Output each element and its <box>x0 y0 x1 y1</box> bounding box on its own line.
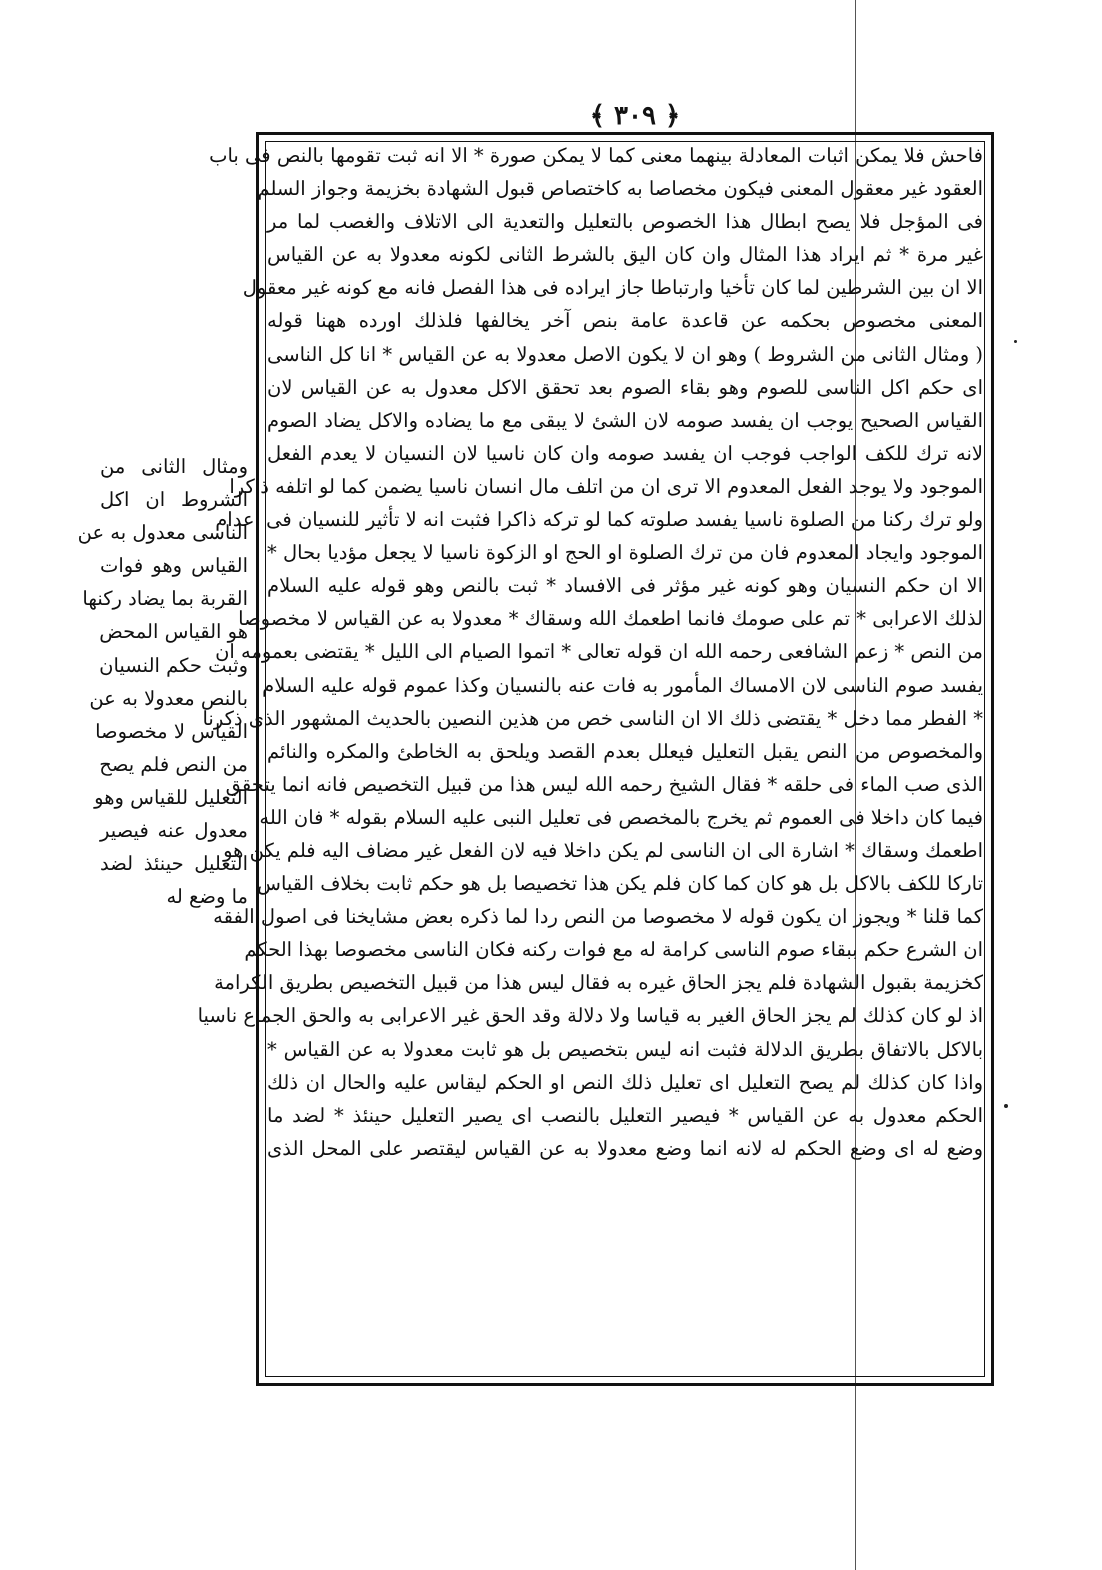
text-line: الموجود وايجاد المعدوم فان من ترك الصلوة او الحج او الزكوة ناسيا لا يجعل مؤديا بحال * <box>267 541 983 565</box>
text-line: يفسد صوم الناسى لان الامساك المأمور به فات عنه بالنسيان وكذا عموم قوله عليه السلام <box>262 673 983 697</box>
margin-line: القياس لا مخصوصا <box>95 719 248 743</box>
margin-line: من النص فلم يصح <box>99 752 248 776</box>
text-line: فى المؤجل فلا يصح ابطال هذا الخصوص بالتعليل والتعدية الى الاتلاف والغصب لما مر <box>267 210 983 234</box>
margin-line: الناسى معدول به عن <box>77 521 248 545</box>
text-line: الموجود ولا يوجد الفعل المعدوم الا ترى ان من اتلف مال انسان ناسيا يضمن كما لو اتلفه ذاكرا <box>229 474 983 498</box>
text-line: لذلك الاعرابى * تم على صومك فانما اطعمك الله وسقاك * معدولا به عن القياس لا مخصوصا <box>238 607 983 631</box>
text-line: اطعمك وسقاك * اشارة الى ان الناسى لم يكن داخلا فيه لان الفعل غير مضاف اليه فلم يكن هو <box>223 838 983 862</box>
text-line: الحكم معدول به عن القياس * فيصير التعليل بالنصب اى يصير التعليل حينئذ * لضد ما <box>267 1103 983 1127</box>
margin-line: ومثال الثانى من <box>100 455 248 478</box>
margin-line: ما وضع له <box>166 885 248 909</box>
text-line: * الفطر مما دخل * يقتضى ذلك الا ان الناسى خص من هذين النصين بالحديث المشهور الذى ذكرنا <box>202 706 983 730</box>
text-line: الذى صب الماء فى حلقه * فقال الشيخ رحمه الله ليس هذا من قبيل التخصيص فانه انما يتحقق <box>225 772 983 796</box>
margin-line: الشروط ان اكل <box>100 488 248 512</box>
text-frame <box>197 132 994 1386</box>
margin-line: التعليل للقياس وهو <box>94 785 248 809</box>
margin-line: التعليل حينئذ لضد <box>100 852 248 876</box>
text-line: اى حكم اكل الناسى للصوم وهو بقاء الصوم بعد تحقق الاكل معدول به عن القياس لان <box>267 375 983 399</box>
text-line: واذا كان كذلك لم يصح التعليل اى تعليل ذلك النص او الحكم ليقاس عليه والحال ان ذلك <box>267 1070 983 1094</box>
text-line: فاحش فلا يمكن اثبات المعادلة بينهما معنى كما لا يمكن صورة * الا انه ثبت تقومها بالنص فى باب <box>209 144 983 167</box>
text-line: اذ لو كان كذلك لم يجز الحاق الغير به قياسا ولا دلالة وقد الحق غير الاعرابى به والحق الجماع ناسيا <box>197 1004 983 1028</box>
page-number: ﴿ ٣٠٩ ﴾ <box>589 101 681 131</box>
text-line: القياس الصحيح يوجب ان يفسد صومه لان الشئ لا يبقى مع ما يضاده والاكل يضاد الصوم <box>267 408 983 432</box>
text-line: كخزيمة بقبول الشهادة فلم يجز الحاق غيره به فقال ليس هذا من قبيل التخصيص بطريق الكرامة <box>214 971 983 995</box>
margin-line: القياس وهو فوات <box>100 554 248 578</box>
text-line: وضع له اى وضع الحكم له لانه انما وضع معدولا به عن القياس ليقتصر على المحل الذى <box>267 1136 983 1160</box>
text-line: ان الشرع حكم ببقاء صوم الناسى كرامة له مع فوات ركنه فكان الناسى مخصوصا بهذا الحكم <box>244 938 983 962</box>
text-line: غير مرة * ثم ايراد هذا المثال وان كان اليق بالشرط الثانى لكونه معدولا به عن القياس <box>267 243 983 267</box>
main-text-block <box>197 139 983 1165</box>
text-line: ( ومثال الثانى من الشروط ) وهو ان لا يكون الاصل معدولا به عن القياس * انا كل الناسى <box>267 342 983 366</box>
margin-line: بالنص معدولا به عن <box>89 686 248 710</box>
text-line: الا ان بين الشرطين لما كان تأخيا وارتباطا جاز ايراده فى هذا الفصل فانه مع كونه غير معقول <box>242 276 983 300</box>
text-line: تاركا للكف بالاكل بل هو كان كما كان فلم يكن هذا تخصيصا بل هو حكم ثابت بخلاف القياس <box>257 872 983 896</box>
text-line: من النص * زعم الشافعى رحمه الله ان قوله تعالى * اتموا الصيام الى الليل * يقتضى بعمومه ان <box>215 640 983 664</box>
text-line: المعنى مخصوص بحكمه عن قاعدة عامة بنص آخر يخالفها فلذلك اورده ههنا قوله <box>267 309 983 333</box>
margin-line: وثبت حكم النسيان <box>99 653 248 677</box>
margin-line: معدول عنه فيصير <box>100 819 248 843</box>
text-line: بالاكل بالاتفاق بطريق الدلالة فثبت انه ليس بتخصيص بل هو ثابت معدولا به عن القياس * <box>267 1037 983 1061</box>
margin-line: هو القياس المحض <box>99 620 248 644</box>
ink-speck <box>1014 340 1017 343</box>
text-line: الا ان حكم النسيان وهو كونه غير مؤثر فى الافساد * ثبت بالنص وهو قوله عليه السلام <box>267 574 983 598</box>
margin-note <box>77 450 248 913</box>
text-line: العقود غير معقول المعنى فيكون مخصاصا به كاختصاص قبول الشهادة بخزيمة وجواز السلم <box>257 177 983 201</box>
text-line: والمخصوص من النص يقبل التعليل فيعلل بعدم القصد ويلحق به الخاطئ والمكره والنائم <box>267 739 983 763</box>
text-line: كما قلنا * ويجوز ان يكون قوله لا مخصوصا من النص ردا لما ذكره بعض مشايخنا فى اصول الفقه <box>213 905 983 929</box>
text-line: ولو ترك ركنا من الصلوة ناسيا يفسد صلوته كما لو تركه ذاكرا فثبت انه لا تأثير للنسيان فى اعدام <box>215 508 983 532</box>
text-line: لانه ترك للكف الواجب فوجب ان يفسد صومه وان كان ناسيا لان النسيان لا يعدم الفعل <box>267 441 983 465</box>
text-line: فيما كان داخلا فى العموم ثم يخرج بالمخصص فى تعليل النبى عليه السلام بقوله * فان الله <box>259 805 983 829</box>
ink-speck <box>1004 1104 1008 1108</box>
margin-line: القربة بما يضاد ركنها <box>82 587 248 611</box>
